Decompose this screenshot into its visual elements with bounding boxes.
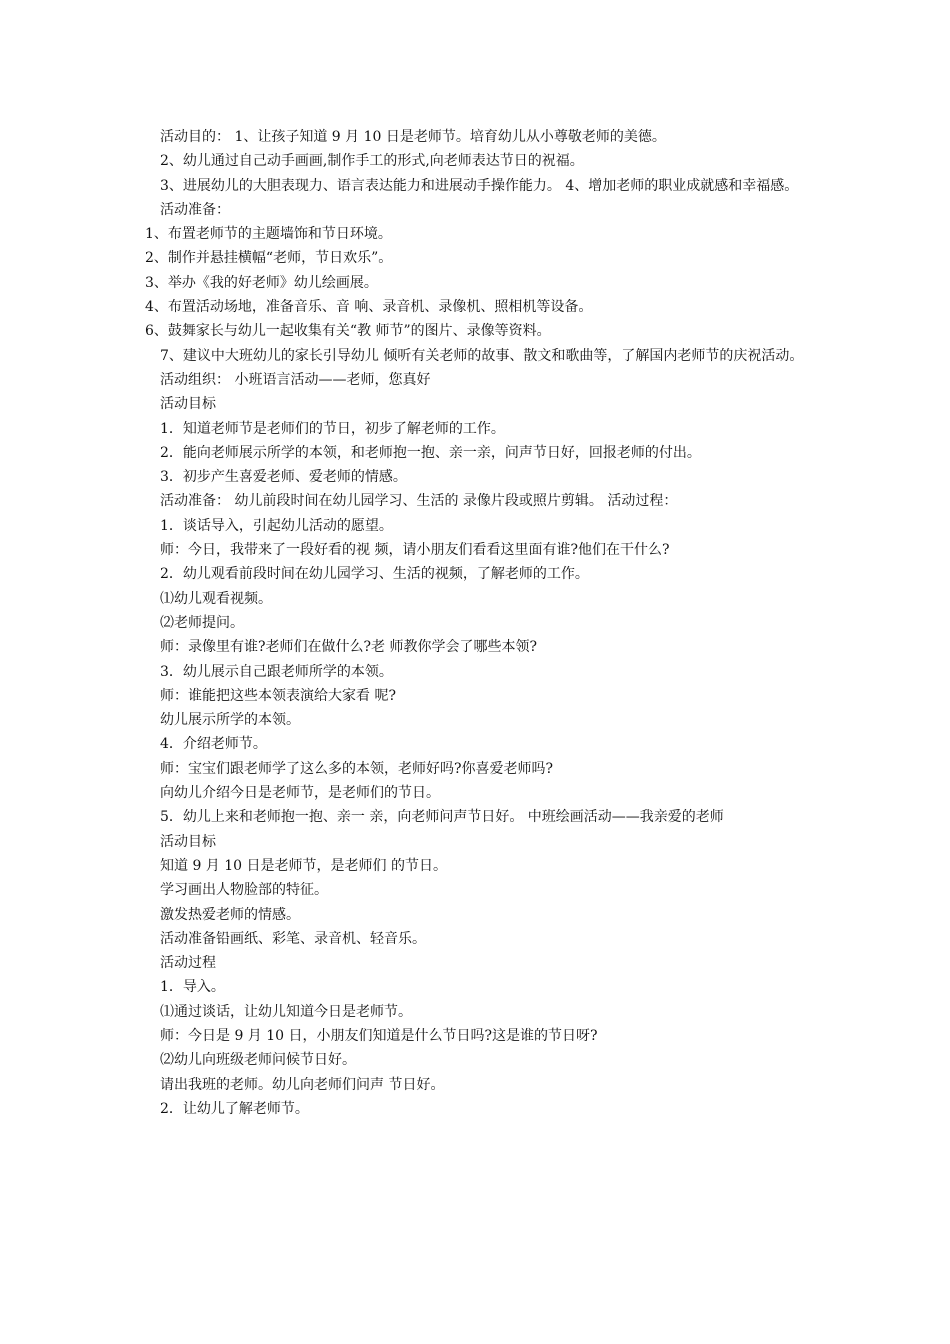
text-line: 师：今日是 9 月 10 日，小朋友们知道是什么节日吗?这是谁的节日呀?	[160, 1027, 598, 1044]
text-line: 学习画出人物脸部的特征。	[160, 882, 328, 899]
text-line: 幼儿展示所学的本领。	[160, 712, 300, 729]
text-line: 活动准备： 幼儿前段时间在幼儿园学习、生活的 录像片段或照片剪辑。 活动过程：	[160, 493, 678, 510]
text-line: ⑵老师提问。	[160, 614, 244, 631]
text-line: 3．幼儿展示自己跟老师所学的本领。	[160, 663, 393, 680]
text-line: 3、进展幼儿的大胆表现力、语言表达能力和进展动手操作能力。 4、增加老师的职业成就感和幸福感。	[160, 177, 799, 194]
text-line: 向幼儿介绍今日是老师节，是老师们的节日。	[160, 785, 440, 802]
text-line: 激发热爱老师的情感。	[160, 906, 300, 923]
text-line: 师：宝宝们跟老师学了这么多的本领，老师好吗?你喜爱老师吗?	[160, 760, 554, 777]
text-line: 7、建议中大班幼儿的家长引导幼儿 倾听有关老师的故事、散文和歌曲等，了解国内老师节的庆祝活动。	[160, 347, 804, 364]
text-line: 2、制作并悬挂横幅“老师，节日欢乐”。	[145, 250, 393, 267]
text-line: 活动准备：	[160, 201, 230, 218]
document-body	[145, 125, 810, 1121]
text-line: 活动准备铅画纸、彩笔、录音机、轻音乐。	[160, 930, 426, 947]
text-line: 2．能向老师展示所学的本领，和老师抱一抱、亲一亲，问声节日好，回报老师的付出。	[160, 444, 701, 461]
text-line: 师：录像里有谁?老师们在做什么?老 师教你学会了哪些本领?	[160, 639, 537, 656]
text-line: 活动组织： 小班语言活动——老师，您真好	[160, 371, 431, 388]
text-line: 活动目的： 1、让孩子知道 9 月 10 日是老师节。培育幼儿从小尊敬老师的美德。	[160, 129, 666, 145]
text-line: 3．初步产生喜爱老师、爱老师的情感。	[160, 469, 407, 486]
text-line: 3、举办《我的好老师》幼儿绘画展。	[145, 274, 378, 291]
text-line: 1．知道老师节是老师们的节日，初步了解老师的工作。	[160, 420, 505, 437]
text-line: ⑴幼儿观看视频。	[160, 590, 272, 607]
text-line: 2．幼儿观看前段时间在幼儿园学习、生活的视频，了解老师的工作。	[160, 566, 589, 583]
text-line: 4、布置活动场地，准备音乐、音 响、录音机、录像机、照相机等设备。	[145, 299, 593, 316]
text-line: 1．导入。	[160, 979, 225, 996]
text-line: 5．幼儿上来和老师抱一抱、亲一 亲，向老师问声节日好。 中班绘画活动——我亲爱的老师	[160, 809, 724, 826]
text-line: 活动目标	[160, 396, 216, 413]
text-line: 2、幼儿通过自己动手画画,制作手工的形式,向老师表达节日的祝福。	[160, 153, 584, 170]
text-line: 1、布置老师节的主题墙饰和节日环境。	[145, 226, 392, 243]
text-line: ⑴通过谈话，让幼儿知道今日是老师节。	[160, 1003, 412, 1020]
text-line: 请出我班的老师。幼儿向老师们问声 节日好。	[160, 1076, 445, 1093]
text-line: 4．介绍老师节。	[160, 736, 267, 753]
text-line: 2．让幼儿了解老师节。	[160, 1100, 309, 1117]
text-line: 活动过程	[160, 955, 216, 972]
text-line: 师：谁能把这些本领表演给大家看 呢?	[160, 687, 396, 704]
text-line: 师：今日，我带来了一段好看的视 频，请小朋友们看看这里面有谁?他们在干什么?	[160, 542, 670, 559]
text-line: 1．谈话导入，引起幼儿活动的愿望。	[160, 517, 393, 534]
text-line: 6、鼓舞家长与幼儿一起收集有关“教 师节”的图片、录像等资料。	[145, 323, 551, 340]
text-line: 活动目标	[160, 833, 216, 850]
text-line: 知道 9 月 10 日是老师节，是老师们 的节日。	[160, 857, 447, 874]
text-line: ⑵幼儿向班级老师问候节日好。	[160, 1052, 356, 1069]
